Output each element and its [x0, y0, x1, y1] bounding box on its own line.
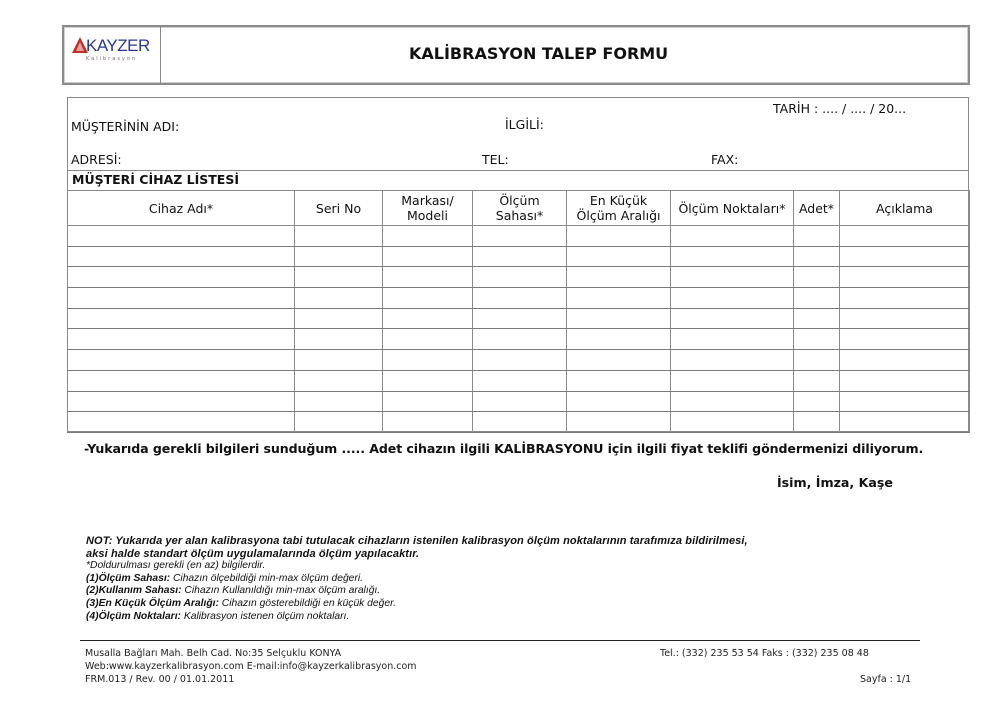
column-header-description: Açıklama [840, 191, 970, 226]
table-cell[interactable] [567, 288, 671, 309]
footer-phone-fax: Tel.: (332) 235 53 54 Faks : (332) 235 08 48 [660, 648, 869, 659]
table-cell[interactable] [68, 246, 295, 267]
table-cell[interactable] [68, 329, 295, 350]
form-header [62, 25, 970, 85]
device-list-title: MÜŞTERİ CİHAZ LİSTESİ [72, 172, 239, 187]
definition-item: (1)Ölçüm Sahası: Cihazın ölçebildiği min-max ölçüm değeri. [86, 572, 363, 584]
date-field[interactable]: TARİH : .... / .... / 20... [773, 101, 907, 116]
table-cell[interactable] [295, 246, 383, 267]
table-cell[interactable] [840, 246, 970, 267]
table-cell[interactable] [794, 288, 840, 309]
footer-page-number: Sayfa : 1/1 [860, 674, 912, 685]
table-cell[interactable] [840, 370, 970, 391]
table-cell[interactable] [473, 288, 567, 309]
table-cell[interactable] [567, 246, 671, 267]
table-cell[interactable] [794, 350, 840, 371]
table-cell[interactable] [671, 267, 794, 288]
table-cell[interactable] [295, 329, 383, 350]
table-row [68, 391, 970, 412]
contact-field[interactable]: İLGİLİ: [505, 117, 544, 132]
table-row [68, 329, 970, 350]
table-cell[interactable] [383, 246, 473, 267]
table-cell[interactable] [794, 246, 840, 267]
logo-text: KAYZER [86, 36, 150, 55]
table-cell[interactable] [671, 370, 794, 391]
column-header-serial-no: Seri No [295, 191, 383, 226]
table-cell[interactable] [567, 308, 671, 329]
table-cell[interactable] [840, 226, 970, 247]
table-row [68, 412, 970, 433]
request-statement: -Yukarıda gerekli bilgileri sunduğum ..... Adet cihazın ilgili KALİBRASYONU için ilgili fiyat teklifi göndermenizi diliyorum. [84, 441, 924, 456]
table-row [68, 308, 970, 329]
table-cell[interactable] [567, 267, 671, 288]
logo-cell [64, 27, 161, 83]
table-cell[interactable] [68, 412, 295, 433]
table-cell[interactable] [567, 329, 671, 350]
table-cell[interactable] [473, 412, 567, 433]
table-cell[interactable] [794, 267, 840, 288]
table-cell[interactable] [840, 412, 970, 433]
table-cell[interactable] [383, 267, 473, 288]
table-cell[interactable] [473, 226, 567, 247]
table-row [68, 370, 970, 391]
note-line: aksi halde standart ölçüm uygulamalarında ölçüm yapılacaktır. [86, 547, 420, 560]
footer-divider [80, 640, 920, 641]
table-cell[interactable] [671, 246, 794, 267]
table-cell[interactable] [383, 412, 473, 433]
table-cell[interactable] [794, 308, 840, 329]
table-cell[interactable] [840, 350, 970, 371]
signature-label: İsim, İmza, Kaşe [777, 475, 893, 490]
table-cell[interactable] [567, 226, 671, 247]
table-header-row [68, 191, 970, 226]
table-cell[interactable] [295, 350, 383, 371]
table-row [68, 288, 970, 309]
table-cell[interactable] [794, 391, 840, 412]
customer-name-field[interactable]: MÜŞTERİNİN ADI: [71, 119, 180, 134]
table-cell[interactable] [671, 412, 794, 433]
table-cell[interactable] [68, 288, 295, 309]
table-cell[interactable] [671, 288, 794, 309]
divider [68, 170, 968, 171]
required-hint: *Doldurulması gerekli (en az) bilgilerdir. [86, 560, 266, 572]
table-cell[interactable] [383, 226, 473, 247]
table-cell[interactable] [473, 370, 567, 391]
table-cell[interactable] [671, 350, 794, 371]
column-header-min-interval: En Küçük Ölçüm Aralığı [567, 191, 671, 226]
table-cell[interactable] [68, 350, 295, 371]
table-cell[interactable] [295, 370, 383, 391]
table-cell[interactable] [840, 391, 970, 412]
footer-web-email: Web:www.kayzerkalibrasyon.com E-mail:info@kayzerkalibrasyon.com [85, 661, 417, 672]
table-cell[interactable] [794, 370, 840, 391]
table-cell[interactable] [383, 370, 473, 391]
table-cell[interactable] [68, 267, 295, 288]
device-table [67, 190, 970, 433]
table-row [68, 246, 970, 267]
column-header-quantity: Adet* [794, 191, 840, 226]
table-cell[interactable] [567, 370, 671, 391]
table-cell[interactable] [68, 370, 295, 391]
table-row [68, 226, 970, 247]
phone-field[interactable]: TEL: [482, 152, 509, 167]
table-cell[interactable] [383, 288, 473, 309]
table-cell[interactable] [68, 226, 295, 247]
address-field[interactable]: ADRESİ: [71, 152, 122, 167]
table-cell[interactable] [383, 329, 473, 350]
table-cell[interactable] [295, 226, 383, 247]
table-cell[interactable] [473, 350, 567, 371]
table-cell[interactable] [567, 350, 671, 371]
fax-field[interactable]: FAX: [711, 152, 739, 167]
table-cell[interactable] [794, 412, 840, 433]
table-cell[interactable] [295, 412, 383, 433]
table-row [68, 267, 970, 288]
table-cell[interactable] [794, 329, 840, 350]
table-cell[interactable] [671, 308, 794, 329]
table-cell[interactable] [473, 267, 567, 288]
column-header-brand-model: Markası/ Modeli [383, 191, 473, 226]
table-row [68, 350, 970, 371]
table-cell[interactable] [295, 391, 383, 412]
table-cell[interactable] [840, 288, 970, 309]
logo-subtext: Kalibrasyon [86, 56, 138, 62]
column-header-measurement-points: Ölçüm Noktaları* [671, 191, 794, 226]
table-cell[interactable] [840, 267, 970, 288]
notes-section [86, 535, 748, 623]
table-cell[interactable] [671, 329, 794, 350]
table-cell[interactable] [68, 391, 295, 412]
table-cell[interactable] [68, 308, 295, 329]
definition-item: (2)Kullanım Sahası: Cihazın Kullanıldığı min-max ölçüm aralığı. [86, 585, 381, 597]
table-cell[interactable] [840, 308, 970, 329]
table-cell[interactable] [840, 329, 970, 350]
table-cell[interactable] [473, 329, 567, 350]
footer-form-code: FRM.013 / Rev. 00 / 01.01.2011 [85, 674, 235, 685]
table-cell[interactable] [473, 246, 567, 267]
table-cell[interactable] [473, 308, 567, 329]
form-title: KALİBRASYON TALEP FORMU [409, 44, 669, 63]
table-cell[interactable] [567, 391, 671, 412]
definition-item: (3)En Küçük Ölçüm Aralığı: Cihazın gösterebildiği en küçük değer. [86, 597, 396, 609]
column-header-measurement-range: Ölçüm Sahası* [473, 191, 567, 226]
column-header-device-name: Cihaz Adı* [68, 191, 295, 226]
table-cell[interactable] [383, 391, 473, 412]
table-cell[interactable] [295, 267, 383, 288]
table-cell[interactable] [794, 226, 840, 247]
definition-item: (4)Ölçüm Noktaları: Kalibrasyon istenen ölçüm noktaları. [86, 610, 350, 622]
form-body [67, 97, 969, 432]
table-cell[interactable] [295, 288, 383, 309]
table-cell[interactable] [383, 350, 473, 371]
footer-address: Musalla Bağları Mah. Belh Cad. No:35 Selçuklu KONYA [85, 648, 342, 659]
table-cell[interactable] [383, 308, 473, 329]
table-cell[interactable] [671, 226, 794, 247]
table-cell[interactable] [473, 391, 567, 412]
table-cell[interactable] [295, 308, 383, 329]
table-cell[interactable] [567, 412, 671, 433]
table-cell[interactable] [671, 391, 794, 412]
note-line: NOT: Yukarıda yer alan kalibrasyona tabi tutulacak cihazların istenilen kalibrasyon ölçüm noktalarının tarafımıza bildirilmesi, [86, 535, 748, 547]
